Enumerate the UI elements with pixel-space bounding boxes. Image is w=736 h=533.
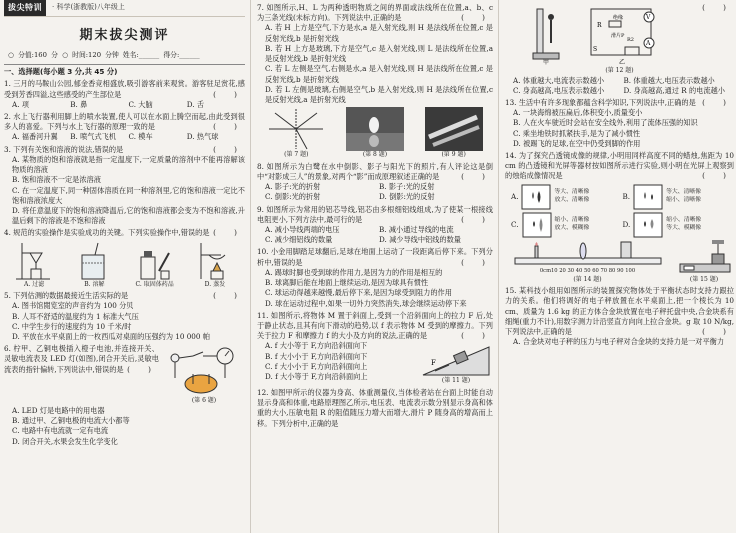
- figure-label: 乙: [618, 59, 625, 65]
- subject-label: · 科学(浙教版)八年级上: [52, 3, 125, 12]
- figure-caption: (第 15 题): [689, 275, 719, 283]
- column-2: [250, 0, 493, 533]
- flame-image-icon: [633, 184, 663, 210]
- label: 缩小、清晰像: [666, 217, 702, 224]
- option: D. 减少导线中铝线的数量: [379, 235, 461, 245]
- incline-block-icon: [419, 341, 493, 377]
- ruler-scale: 0cm10 20 30 40 50 60 70 80 90 100: [539, 268, 636, 275]
- panel-d: [623, 212, 735, 238]
- option: A. 某物质的饱和溶液就是指一定温度下,一定质量的溶剂中不能再溶解该物质的溶液: [12, 154, 245, 175]
- label: 缩小、清晰像: [554, 217, 590, 224]
- option: A. 合金块对电子秤的压力与电子秤对合金块的支持力是一对平衡力: [513, 337, 725, 347]
- option: A. 若 H 上方是空气,下方是水,a 是入射光线,则 H 是法线所在位置,c 是反射光线,b 是折射光线: [265, 23, 493, 43]
- answer-paren: ( ): [702, 3, 734, 12]
- figure-12: [505, 3, 702, 65]
- option: B. 球离脚后能在地面上继续运动,是因为球具有惯性: [265, 278, 429, 288]
- label: 放大、清晰像: [554, 196, 590, 203]
- option: D. 舌: [186, 99, 205, 109]
- option: D. 身高越高,通过 R 的电流越小: [623, 85, 725, 95]
- option: B. 影子:光的反射: [379, 182, 435, 192]
- egret-photo-icon: [346, 107, 404, 151]
- answer-paren: ( ): [702, 97, 734, 107]
- option: C. 身高越高,电压表示数越小: [513, 85, 605, 95]
- question-14: [505, 151, 734, 284]
- question-8: [257, 162, 493, 203]
- figure-label: D. 蒸发: [204, 280, 226, 288]
- option: C. 倒影:光的折射: [265, 192, 321, 202]
- figure-caption: (第 9 题): [441, 151, 466, 159]
- question-5: [4, 291, 245, 342]
- question-7: [257, 3, 493, 160]
- option: D. 平放在水平桌面上的一枚西瓜对桌面的压强约为 10 000 帕: [12, 331, 210, 341]
- question-1: [4, 79, 245, 110]
- answer-paren: ( ): [461, 13, 493, 23]
- question-stem: 8. 如图所示为白鹭在水中倒影、影子与阳光下的照片,有人评论这是倒中“对影成三人”的景象,对两个“影”而成原理叙述正确的是: [257, 161, 493, 181]
- question-stem: 4. 规范的实验操作是实验成功的关键。下列实验操作中,错误的是: [4, 228, 210, 238]
- page-title: 期末拔尖测评: [79, 28, 170, 43]
- option: C. 电路中有电流就一定有电流: [12, 426, 109, 436]
- question-stem: 9. 如图所示为常用的铝芯导线,铝芯由多根细铝线组成,为了使某一根接线电阻更小,下列方法中,最可行的是: [257, 204, 493, 224]
- answer-paren: ( ): [702, 327, 734, 337]
- option: D. 倒影:光的反射: [379, 192, 435, 202]
- panel-a: [511, 184, 623, 210]
- option: C. 减少细铝线的数量: [265, 235, 333, 245]
- resistor-label: R: [596, 22, 602, 29]
- option: B. 减小通过导线的电流: [379, 225, 454, 235]
- brand-logo: 拔尖特训: [4, 0, 46, 15]
- option: A. f 大小等于 F,方向沿斜面向下: [265, 341, 368, 351]
- figure-caption: (第 11 题): [441, 377, 471, 385]
- answer-paren: ( ): [461, 214, 493, 224]
- question-11: [257, 311, 493, 386]
- answer-paren: ( ): [213, 89, 245, 99]
- figure-dissolve: [74, 241, 114, 290]
- figure-label: 甲: [542, 59, 549, 65]
- option: A. LED 灯是电路中的用电器: [12, 405, 105, 415]
- question-stem: 13. 生活中有许多现象都蕴含科学知识,下列说法中,正确的是: [505, 97, 696, 107]
- exam-info: ○ 分值:160 分 ○ 时间:120 分钟 姓名:______ 得分:______: [8, 51, 200, 60]
- lab-figures: [4, 241, 245, 290]
- slider-label: 滑片P: [610, 33, 624, 39]
- figure-caption: (第 12 题): [605, 67, 634, 74]
- option-letter: D.: [622, 219, 631, 229]
- option: C. 乘坐地铁时抓紧扶手,是为了减小惯性: [513, 128, 641, 138]
- voltmeter-label: V: [645, 14, 650, 21]
- option: A. 图书馆閲览室的声音约为 100 分贝: [12, 301, 134, 311]
- reagent-bottle-icon: [135, 241, 175, 281]
- figure-14: [505, 240, 670, 284]
- question-15: [505, 286, 734, 347]
- resistor-label: R2: [626, 37, 634, 43]
- question-4: [4, 228, 245, 289]
- question-stem: 5. 下列估测的数据最接近生活实际的是: [4, 291, 129, 301]
- option: C. 模车: [128, 132, 153, 142]
- answer-paren: ( ): [461, 171, 493, 181]
- figure-15: [674, 240, 734, 285]
- evaporation-icon: [195, 241, 235, 281]
- option: B. f 大小小于 F,方向沿斜面向下: [265, 351, 368, 361]
- question-3: [4, 145, 245, 227]
- label: 等大、模糊像: [666, 224, 702, 231]
- option: B. 通过甲、乙铜电极的电流大小都等: [12, 416, 130, 426]
- force-label: F: [431, 359, 436, 368]
- option: D. 球在运动过程中,如果一切外力突然消失,球会继续运动停下来: [265, 298, 467, 308]
- question-stem: 3. 下列有关饱和溶液的说法,错误的是: [4, 144, 124, 154]
- electronic-scale-icon: [676, 240, 732, 276]
- figure-label: 绝缘: [612, 15, 623, 21]
- figure-caption: (第 6 题): [191, 397, 217, 405]
- answer-paren: ( ): [461, 257, 493, 267]
- question-stem: 12. 如图甲所示的仪器为身高、体重测量仪,当体检者站在台面上时能自动显示身高和体重,电路原理图乙所示,电压表、电流表示数分别显示身高和体重的大小,压敏电阻 R 的阻值随压力增大而增大,滑片 P 随身高的增高而上移。下列分析中,正确的是: [257, 387, 493, 428]
- question-stem: 10. 小金用脚踏足球翻后,足球在地面上运动了一段距离后停下来。下列分析中,错误的是: [257, 247, 493, 267]
- flame-image-icon: [521, 184, 551, 210]
- answer-paren: ( ): [461, 331, 493, 341]
- figure-caption: (第 8 题): [362, 151, 388, 159]
- answer-paren: ( ): [702, 171, 734, 181]
- option: D. 若 L 左侧是玻璃,右侧是空气,b 是入射光线,则 H 是法线所在位置,c 是反射光线,a 是折射光线: [265, 84, 493, 104]
- answer-paren: ( ): [213, 228, 245, 238]
- question-12-continued: [505, 3, 734, 96]
- height-weight-scale-circuit-icon: [529, 3, 679, 65]
- option-letter: C.: [511, 219, 519, 229]
- question-13: [505, 98, 734, 149]
- option: A. 项: [12, 99, 29, 109]
- panel-b: [623, 184, 735, 210]
- beaker-icon: [74, 241, 114, 281]
- figure-7: [267, 107, 325, 160]
- option: D. 闭合开关,水果会发生化学变化: [12, 436, 118, 446]
- figure-9: [425, 107, 483, 160]
- answer-paren: ( ): [213, 122, 245, 132]
- answer-paren: ( ): [127, 364, 159, 374]
- option: A. 减小导线两端的电压: [265, 225, 340, 235]
- answer-paren: ( ): [213, 144, 245, 154]
- question-6: [4, 344, 245, 447]
- option: B. 人耳不舒适的温度约为 1 标准大气压: [12, 311, 139, 321]
- optical-bench-icon: [513, 240, 663, 268]
- question-stem: 2. 水上飞行器利用脚上的喷水装置,使人可以在水面上腾空而起,由此受到很多人的喜爱。下列与水上飞行器的原理一致的是: [4, 111, 245, 132]
- column-1: [4, 0, 245, 533]
- option: C. 球运动得越来越慢,最后停下来,是因为球受到阻力的作用: [265, 288, 452, 298]
- figure-caption: (第 14 题): [573, 275, 602, 283]
- orange-battery-circuit-icon: [163, 344, 245, 394]
- option: C. 在一定温度下,同一种固体溶质在同一种溶剂里,它的饱和溶液一定比不饱和溶液浓度大: [12, 185, 245, 205]
- option: B. 体重越大,电压表示数越小: [623, 75, 715, 85]
- option: C. 大脑: [128, 99, 153, 109]
- header-bar: [4, 0, 245, 17]
- figures-7-8-9: [257, 107, 493, 160]
- question-stem: 6. 柠甲、乙铜电极插入橙子电池,并连接开关、灵敏电流表及 LED 灯(如图),闭合开关后,灵敏电流表的指针偏转,下列说法中,错误的是: [4, 344, 159, 374]
- figure-evaporate: [195, 241, 235, 290]
- switch-label: S: [592, 46, 597, 53]
- option: B. 鼻: [70, 99, 88, 109]
- question-stem: 15. 某科技小组用如图所示的装置探究物体处于平衡状态时支持力跟拉力的关系。他们将调好的电子秤放置在水平桌面上,把一个棱长为 10 cm、质量为 1.6 kg 的正方体合金块放置在电子秤托盘中央,合金块系有细绳(重力不计),用数字测力计沿竖直方向向上拉合金块。g 取 10 N/kg,下列说法中,正确的是: [505, 286, 734, 337]
- option: C. 若 L 左侧是空气,右侧是水,a 是入射光线,则 H 是法线所在位置,c 是反射光线,b 是折射光线: [265, 64, 493, 84]
- circuit-figure: [163, 344, 245, 406]
- flame-image-icon: [633, 212, 663, 238]
- light-rays-diagram-icon: [267, 107, 325, 151]
- aluminum-wire-photo-icon: [425, 107, 483, 151]
- option: B. 饱和溶液不一定是浓溶液: [12, 175, 101, 185]
- figure-caption: (第 7 题): [284, 151, 309, 159]
- option: A. 一块海绵被压扁后,体积变小,质量变小: [513, 108, 643, 118]
- label: 等大、清晰像: [666, 189, 701, 196]
- section-heading: 一、选择题(每小题 3 分,共 45 分): [4, 64, 245, 77]
- label: 缩小、清晰像: [666, 196, 701, 203]
- question-10: [257, 247, 493, 308]
- option: D. 热气球: [186, 132, 219, 142]
- figure-label: A. 过滤: [24, 280, 45, 288]
- label: 等大、清晰像: [554, 189, 590, 196]
- figure-11: [419, 341, 493, 386]
- figure-label: C. 取固体药品: [135, 280, 174, 288]
- option: C. f 大小小于 F,方向沿斜面向上: [265, 361, 368, 371]
- question-stem: 1. 三月的马鞍山公园,郁金香竞相盛放,吸引游客前来观赏。游客驻足赏花,感受到芳香四溢,这些感受的产生部位是: [4, 79, 245, 99]
- figure-filter: [14, 241, 54, 290]
- option: B. 若 H 上方是玻璃,下方是空气,c 是入射光线,则 L 是法线所在位置,a 是反射光线,b 是折射光线: [265, 43, 493, 64]
- label: 放大、模糊像: [554, 224, 590, 231]
- figures-14-15: [505, 240, 734, 285]
- question-12: [257, 388, 493, 429]
- option: B. 喷气式飞机: [70, 132, 117, 142]
- option: D. 被踢飞的足球,在空中仍受到脚的作用: [513, 138, 641, 148]
- question-stem: 11. 如图所示,将物体 M 置于斜面上,受到一个沿斜面向上的拉力 F 后,处于静止状态,且其有向下滑动的趋势,以 f 表示物体 M 受到的摩擦力。下列关于拉力 F 和摩擦力 f 的大小及方向的说法,正确的是: [257, 310, 493, 341]
- question-stem: 7. 如图所示,H、L 为两种透明物质之间的界面或法线所在位置,a、b、c 为三条光线(未标方向)。下列说法中,正确的是: [257, 3, 493, 23]
- ammeter-label: A: [645, 40, 650, 47]
- flame-image-icon: [522, 212, 552, 238]
- lens-image-options: [505, 184, 734, 238]
- option: A. 福番河升翼: [12, 132, 58, 142]
- option: D. f 大小等于 F,方向沿斜面向上: [265, 372, 368, 382]
- option: A. 踢球时脚也受到球的作用力,是因为力的作用是相互的: [265, 267, 443, 277]
- option: C. 中学生步行的速度约为 10 千米/时: [12, 321, 132, 331]
- figure-label: B. 溶解: [84, 280, 105, 288]
- question-9: [257, 205, 493, 246]
- figure-8: [346, 107, 404, 160]
- option: A. 影子:光的折射: [265, 182, 321, 192]
- option-letter: A.: [511, 191, 519, 201]
- option: D. 将任意温度下的饱和溶液降温后,它的饱和溶液都会变为不饱和溶液,升温后剩下的溶液是不饱和溶液: [12, 205, 245, 226]
- panel-c: [511, 212, 623, 238]
- filter-apparatus-icon: [14, 241, 54, 281]
- option: A. 体重越大,电流表示数越小: [513, 75, 605, 85]
- column-3: [498, 0, 734, 533]
- answer-paren: ( ): [213, 291, 245, 301]
- option: B. 人在火车驶近时会站在安全线外,利用了流体压强的知识: [513, 118, 698, 128]
- question-2: [4, 112, 245, 143]
- figure-take-solid: [135, 241, 175, 290]
- option-letter: B.: [622, 191, 631, 201]
- question-stem: 14. 为了探究凸透镜成像的规律,小明用同样高度不同的蜡烛,焦距为 10 cm 的凸透镜和光屏等器材按如图所示进行实验,则小明在光屏上观察到的烛焰成像情况是: [505, 151, 734, 181]
